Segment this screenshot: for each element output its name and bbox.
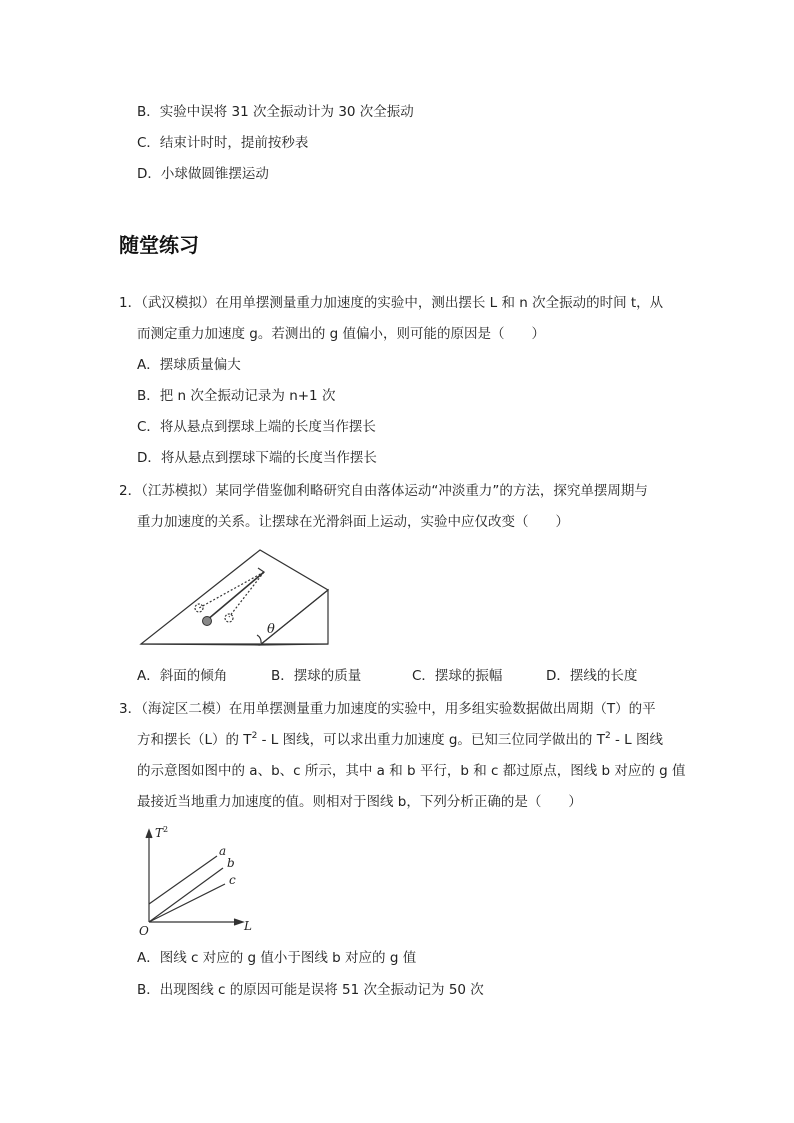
q3-stem-line1: 3．（海淀区二模）在用单摆测量重力加速度的实验中，用多组实验数据做出周期（T）的平: [119, 701, 656, 717]
graph-line-b: [149, 868, 223, 922]
option-d: D．小球做圆锥摆运动: [137, 166, 269, 182]
theta-label: θ: [267, 622, 275, 637]
line-a-label: a: [219, 844, 227, 858]
q2-option-c: C．摆球的振幅: [412, 668, 503, 684]
line-b-label: b: [227, 856, 235, 870]
angle-arc: [257, 635, 261, 643]
option-c: C．结束计时时，提前按秒表: [137, 135, 309, 151]
q2-option-d: D．摆线的长度: [546, 668, 638, 684]
pendulum-ball: [203, 617, 212, 626]
q2-option-b: B．摆球的质量: [271, 668, 362, 684]
graph-line-c: [149, 884, 225, 922]
q1-option-c: C．将从悬点到摆球上端的长度当作摆长: [137, 419, 376, 435]
section-title: 随堂练习: [119, 233, 199, 257]
q2-stem-line2: 重力加速度的关系。让摆球在光滑斜面上运动，实验中应仅改变（ ）: [137, 514, 569, 530]
q3-stem-line3: 的示意图如图中的 a、b、c 所示，其中 a 和 b 平行，b 和 c 都过原点，图线 b 对应的 g 值: [137, 763, 686, 779]
q3-option-a: A．图线 c 对应的 g 值小于图线 b 对应的 g 值: [137, 950, 417, 966]
q1-option-d: D．将从悬点到摆球下端的长度当作摆长: [137, 450, 377, 466]
option-b: B．实验中误将 31 次全振动计为 30 次全振动: [137, 104, 414, 120]
y-axis-label: $T^2$: [155, 825, 169, 840]
q1-option-b: B．把 n 次全振动记录为 n+1 次: [137, 388, 336, 404]
q3-option-b: B．出现图线 c 的原因可能是误将 51 次全振动记为 50 次: [137, 982, 484, 998]
x-axis-label: L: [244, 919, 252, 933]
q3-stem-line2: 方和摆长（L）的 $T^2$ - L 图线，可以求出重力加速度 g。已知三位同学做出的 $T^2$ - L 图线: [137, 731, 663, 748]
line-c-label: c: [229, 873, 236, 887]
q2-option-a: A．斜面的倾角: [137, 668, 228, 684]
t2-l-graph: [137, 822, 267, 940]
q1-stem-line1: 1．（武汉模拟）在用单摆测量重力加速度的实验中，测出摆长 L 和 n 次全振动的时间 t，从: [119, 295, 664, 311]
q1-stem-line2: 而测定重力加速度 g。若测出的 g 值偏小，则可能的原因是（ ）: [137, 326, 546, 342]
q3-stem-line4: 最接近当地重力加速度的值。则相对于图线 b，下列分析正确的是（ ）: [137, 794, 582, 810]
origin-label: O: [139, 924, 149, 938]
incline-pendulum-figure: [137, 545, 337, 650]
pendulum-string: [207, 572, 264, 620]
q2-stem-line1: 2．（江苏模拟）某同学借鉴伽利略研究自由落体运动“冲淡重力”的方法，探究单摆周期与: [119, 483, 648, 499]
q1-option-a: A．摆球质量偏大: [137, 357, 241, 373]
